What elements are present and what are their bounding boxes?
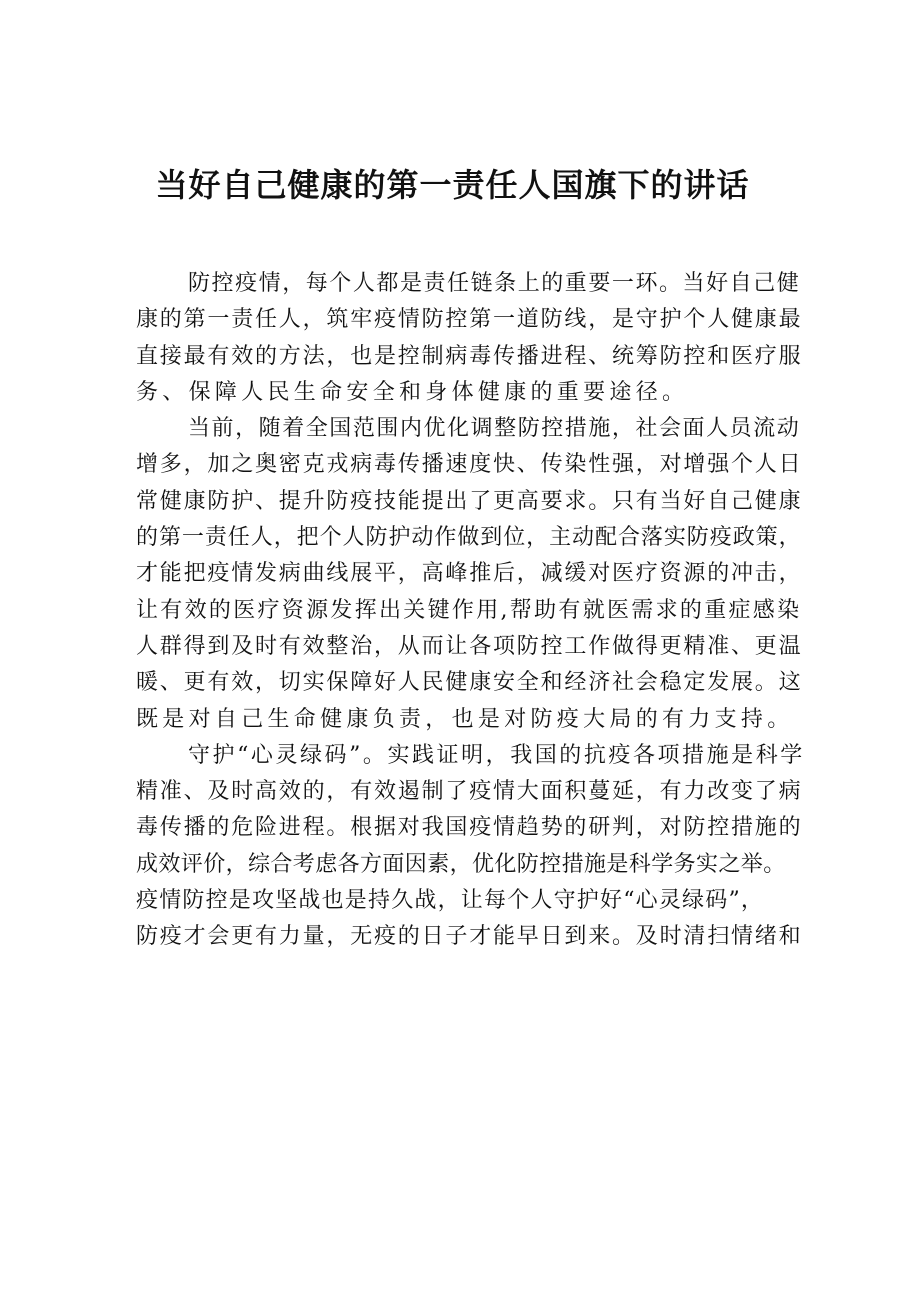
paragraph-2 — [136, 411, 803, 738]
document-body — [136, 266, 805, 956]
text-line: 疫情防控是攻坚战也是持久战，让每个人守护好“心灵绿码”， — [136, 888, 765, 914]
paragraph-3 — [136, 738, 805, 956]
text-line: 才能把疫情发病曲线展平，高峰推后，减缓对医疗资源的冲击， — [136, 561, 803, 587]
text-line: 防控疫情，每个人都是责任链条上的重要一环。当好自己健 — [188, 271, 801, 296]
text-line: 精准、及时高效的，有效遏制了疫情大面积蔓延，有力改变了病 — [136, 779, 803, 805]
text-line: 让有效的医疗资源发挥出关键作用,帮助有就医需求的重症感染 — [136, 597, 802, 623]
text-line: 当前，随着全国范围内优化调整防控措施，社会面人员流动 — [188, 416, 801, 442]
paragraph-1 — [136, 266, 803, 411]
text-line: 增多，加之奥密克戎病毒传播速度快、传染性强，对增强个人日 — [136, 452, 803, 478]
text-line: 人群得到及时有效整治，从而让各项防控工作做得更精准、更温 — [136, 633, 803, 659]
text-line: 康的第一责任人，筑牢疫情防控第一道防线，是守护个人健康最 — [136, 307, 803, 333]
text-line: 常健康防护、提升防疫技能提出了更高要求。只有当好自己健康 — [136, 488, 803, 514]
text-line: 成效评价，综合考虑各方面因素，优化防控措施是科学务实之举。 — [136, 851, 786, 877]
text-line: 毒传播的危险进程。根据对我国疫情趋势的研判，对防控措施的 — [136, 815, 803, 841]
text-line: 务、保障人民生命安全和身体健康的重要途径。 — [136, 379, 689, 405]
text-line: 既是对自己生命健康负责，也是对防疫大局的有力支持。 — [136, 706, 794, 732]
text-line: 守护“心灵绿码”。实践证明，我国的抗疫各项措施是科学 — [188, 742, 805, 768]
text-line: 暖、更有效，切实保障好人民健康安全和经济社会稳定发展。这 — [136, 670, 803, 696]
page-title: 当好自己健康的第一责任人国旗下的讲话 — [155, 166, 750, 204]
text-line: 的第一责任人，把个人防护动作做到位，主动配合落实防疫政策， — [136, 525, 802, 551]
text-line: 防疫才会更有力量，无疫的日子才能早日到来。及时清扫情绪和 — [136, 924, 803, 950]
text-line: 直接最有效的方法，也是控制病毒传播进程、统筹防控和医疗服 — [136, 343, 803, 369]
